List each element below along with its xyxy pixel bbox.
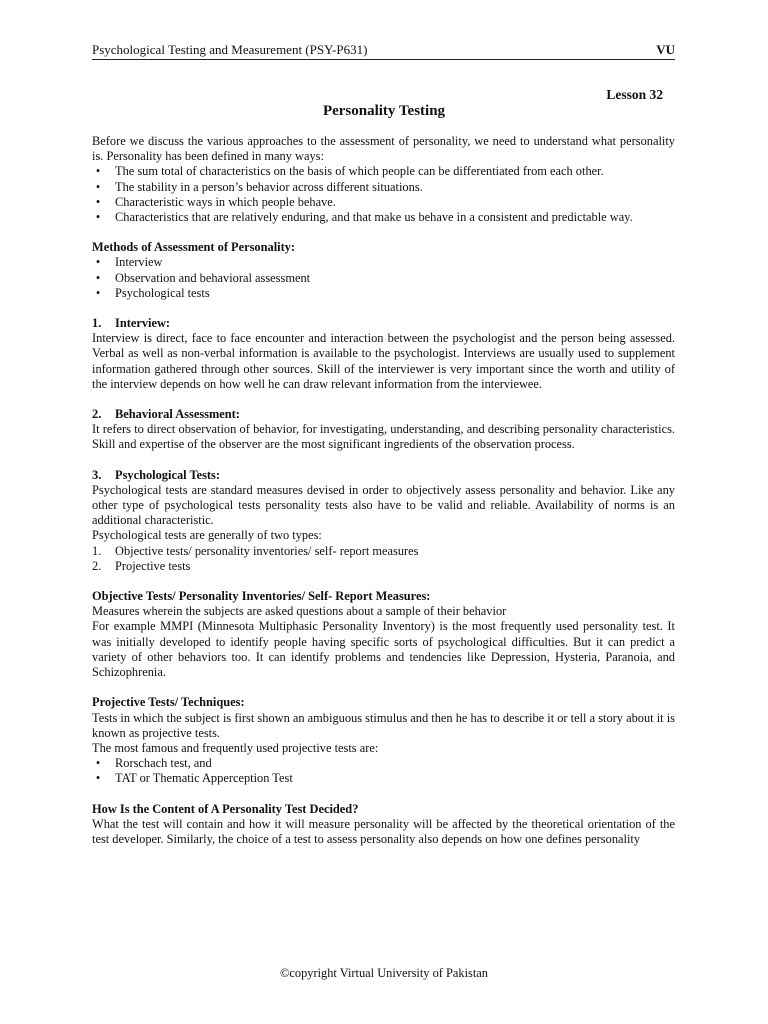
list-item: • TAT or Thematic Apperception Test xyxy=(92,771,675,786)
psych-tests-heading: 3. Psychological Tests: xyxy=(92,467,220,482)
bullet-icon: • xyxy=(95,285,101,300)
objective-paragraph-1: Measures wherein the subjects are asked questions about a sample of their behavior xyxy=(92,604,507,619)
behavioral-paragraph: It refers to direct observation of behavior, for investigating, understanding, and describing personality characteristics. Skill and expertise of the observer are the most significant ingredients of the observation process. xyxy=(92,422,675,452)
objective-heading: Objective Tests/ Personality Inventories/ Self- Report Measures: xyxy=(92,589,431,604)
list-item: • Rorschach test, and xyxy=(92,756,675,771)
behavioral-heading: 2. Behavioral Assessment: xyxy=(92,407,240,422)
list-item: • Interview xyxy=(92,255,675,270)
bullet-icon: • xyxy=(95,210,101,225)
projective-paragraph-2: The most famous and frequently used projective tests are: xyxy=(92,740,379,755)
list-item: • Characteristic ways in which people behave. xyxy=(92,195,675,210)
list-item: 1. Objective tests/ personality inventories/ self- report measures xyxy=(92,543,419,558)
interview-paragraph: Interview is direct, face to face encounter and interaction between the psychologist and the person being assessed. Verbal as well as non-verbal information is available to the psychologist. Interviews are usually used to supplement information gathered through other sources. Skill of the interviewer is very important since the worth and utility of the interview depends on how well he can draw relevant information from the interviewee. xyxy=(92,331,675,391)
content-decided-paragraph: What the test will contain and how it will measure personality will be affected by the theoretical orientation of the test developer. Similarly, the choice of a test to assess personality also depends on how one defines personality xyxy=(92,816,675,846)
document-body xyxy=(92,134,675,847)
objective-paragraph-2: For example MMPI (Minnesota Multiphasic Personality Inventory) is the most frequently used personality test. It was initially developed to identify people having specific sorts of psychological difficulties. But it can predict a variety of other behaviors too. It can identify problems and tendencies like Depression, Hysteria, Paranoia, and Schizophrenia. xyxy=(92,619,675,680)
psych-tests-paragraph: Psychological tests are standard measures devised in order to objectively assess personality and behavior. Like any other type of psychological tests personality tests also have to be valid and reliable. Availability of norms is an additional characteristic. xyxy=(92,482,675,528)
list-item: • The stability in a person’s behavior across different situations. xyxy=(92,180,675,195)
bullet-icon: • xyxy=(95,194,101,209)
definition-list xyxy=(92,164,675,225)
bullet-icon: • xyxy=(95,756,101,771)
lesson-label: Lesson 32 xyxy=(606,87,663,102)
interview-heading: 1. Interview: xyxy=(92,316,171,331)
test-types-list xyxy=(92,544,675,574)
bullet-icon: • xyxy=(95,255,101,270)
page-title: Personality Testing xyxy=(322,103,446,119)
page-footer: ©copyright Virtual University of Pakistan xyxy=(279,966,489,980)
list-item: • Observation and behavioral assessment xyxy=(92,271,675,286)
page-header xyxy=(92,42,675,60)
bullet-icon: • xyxy=(95,164,101,179)
projective-paragraph-1: Tests in which the subject is first shown an ambiguous stimulus and then he has to describe it or tell a story about it is known as projective tests. xyxy=(92,710,675,740)
projective-list xyxy=(92,756,675,786)
list-item: • The sum total of characteristics on the basis of which people can be differentiated from each other. xyxy=(92,164,675,179)
list-item: 2. Projective tests xyxy=(92,558,191,573)
psych-tests-types-intro: Psychological tests are generally of two types: xyxy=(92,528,322,543)
list-item: • Psychological tests xyxy=(92,286,675,301)
projective-heading: Projective Tests/ Techniques: xyxy=(92,695,245,710)
methods-list xyxy=(92,255,675,301)
institution-label: VU xyxy=(656,42,675,57)
bullet-icon: • xyxy=(95,179,101,194)
bullet-icon: • xyxy=(95,771,101,786)
list-item: • Characteristics that are relatively enduring, and that make us behave in a consistent and predictable way. xyxy=(92,210,675,225)
course-title: Psychological Testing and Measurement (PSY-P631) xyxy=(92,42,368,57)
methods-heading: Methods of Assessment of Personality: xyxy=(92,240,296,255)
content-decided-heading: How Is the Content of A Personality Test Decided? xyxy=(92,801,359,816)
intro-paragraph: Before we discuss the various approaches to the assessment of personality, we need to understand what personality is. Personality has been defined in many ways: xyxy=(92,134,675,164)
bullet-icon: • xyxy=(95,270,101,285)
